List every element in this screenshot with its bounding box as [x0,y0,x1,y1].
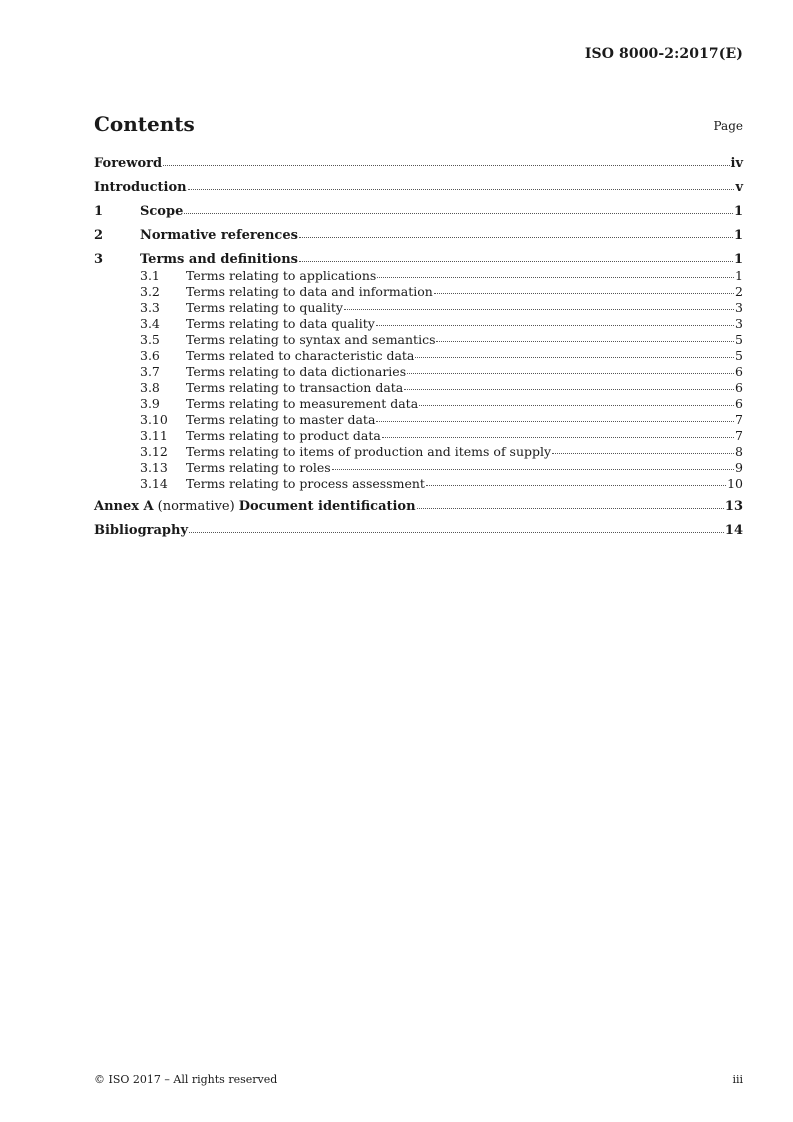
toc-page-number: 10 [727,476,743,491]
dot-leader [163,164,729,166]
toc-entry-terms-and-definitions[interactable] [94,252,743,268]
toc-subentry[interactable] [94,348,743,364]
dot-leader [377,276,734,278]
toc-subclause-number: 3.7 [140,364,160,379]
copyright-notice: © ISO 2017 – All rights reserved [94,1073,278,1086]
toc-page-number: 3 [735,316,743,331]
dot-leader [404,388,734,390]
toc-page-number: 9 [735,460,743,475]
toc-page-number: 6 [735,364,743,379]
toc-subentry-label: Terms relating to product data [186,428,381,443]
page-number: iii [732,1073,743,1086]
toc-subclause-number: 3.3 [140,300,160,315]
annex-prefix: Annex A [94,499,154,514]
toc-page-number: 5 [735,348,743,363]
dot-leader [376,420,734,422]
toc-subentry[interactable] [94,460,743,476]
toc-entry-label: Terms and definitions [140,252,298,267]
toc-subentry[interactable] [94,268,743,284]
toc-subentry[interactable] [94,300,743,316]
toc-entry-annex-a[interactable] [94,499,743,515]
toc-clause-number: 1 [94,204,104,219]
toc-page-number: 1 [733,228,743,243]
dot-leader [434,292,734,294]
toc-page-number: 6 [735,396,743,411]
toc-subclause-number: 3.12 [140,444,168,459]
toc-subclause-number: 3.5 [140,332,160,347]
toc-subclause-number: 3.1 [140,268,160,283]
toc-entry-label: Normative references [140,228,298,243]
toc-entry-scope[interactable] [94,204,743,220]
toc-subclause-number: 3.6 [140,348,160,363]
toc-page-number: 1 [733,252,743,267]
toc-subentry-label: Terms relating to items of production and items of supply [186,444,552,459]
dot-leader [188,188,735,190]
toc-subentry[interactable] [94,476,743,492]
toc-page-number: 14 [724,523,743,538]
toc-subclause-number: 3.4 [140,316,160,331]
toc-entry-introduction[interactable] [94,180,743,196]
toc-page-number: 1 [735,268,743,283]
dot-leader [426,484,726,486]
toc-page-number: 13 [724,499,743,514]
toc-subentry[interactable] [94,332,743,348]
toc-subentry-label: Terms relating to applications [186,268,377,283]
toc-page-number: v [735,180,743,195]
annex-qualifier: (normative) [157,499,235,514]
dot-leader [415,356,734,358]
toc-subentry[interactable] [94,380,743,396]
toc-page-number: 2 [735,284,743,299]
toc-page-number: iv [730,156,743,171]
toc-clause-number: 2 [94,228,104,243]
dot-leader [382,436,734,438]
toc-entry-label: Foreword [94,156,163,171]
toc-subentry-label: Terms relating to data dictionaries [186,364,407,379]
toc-entry-label: Document identification [238,499,416,514]
dot-leader [436,340,734,342]
dot-leader [376,324,734,326]
toc-subentry[interactable] [94,364,743,380]
dot-leader [299,260,733,262]
toc-subclause-number: 3.2 [140,284,160,299]
toc-subentry-label: Terms relating to syntax and semantics [186,332,436,347]
page-column-label: Page [713,119,743,133]
toc-subclause-number: 3.13 [140,460,168,475]
toc-entry-label: Scope [140,204,184,219]
toc-subclause-number: 3.8 [140,380,160,395]
toc-subentry-label: Terms relating to process assessment [186,476,425,491]
toc-subentry[interactable] [94,396,743,412]
toc-entry-bibliography[interactable] [94,523,743,539]
toc-subentry-label: Terms related to characteristic data [186,348,415,363]
toc-entry-label: Introduction [94,180,187,195]
toc-subentry[interactable] [94,428,743,444]
toc-page-number: 7 [735,428,743,443]
toc-subclause-number: 3.11 [140,428,168,443]
toc-page-number: 6 [735,380,743,395]
toc-subentry-label: Terms relating to roles [186,460,331,475]
toc-clause-number: 3 [94,252,104,267]
toc-page-number: 1 [733,204,743,219]
toc-entry-label: Bibliography [94,523,189,538]
toc-subentry[interactable] [94,412,743,428]
toc-subentry[interactable] [94,316,743,332]
toc-subentry-label: Terms relating to master data [186,412,376,427]
dot-leader [299,236,733,238]
toc-subclause-number: 3.10 [140,412,168,427]
toc-subclause-number: 3.9 [140,396,160,411]
toc-subentry-label: Terms relating to measurement data [186,396,419,411]
dot-leader [332,468,734,470]
toc-subentry-label: Terms relating to data quality [186,316,375,331]
table-of-contents [94,154,743,539]
dot-leader [419,404,734,406]
dot-leader [552,452,734,454]
dot-leader [184,212,733,214]
toc-subclause-number: 3.14 [140,476,168,491]
toc-entry-foreword[interactable] [94,156,743,172]
toc-subentry-label: Terms relating to data and information [186,284,433,299]
document-identifier: ISO 8000-2:2017(E) [584,46,743,62]
dot-leader [344,308,734,310]
toc-page-number: 3 [735,300,743,315]
toc-page-number: 7 [735,412,743,427]
toc-subentry-label: Terms relating to transaction data [186,380,404,395]
toc-page-number: 5 [735,332,743,347]
toc-subentry[interactable] [94,444,743,460]
toc-subentry[interactable] [94,284,743,300]
toc-entry-normative-references[interactable] [94,228,743,244]
dot-leader [407,372,734,374]
toc-page-number: 8 [735,444,743,459]
dot-leader [189,531,724,533]
contents-heading: Contents [94,112,195,136]
dot-leader [417,507,724,509]
toc-subentry-label: Terms relating to quality [186,300,343,315]
